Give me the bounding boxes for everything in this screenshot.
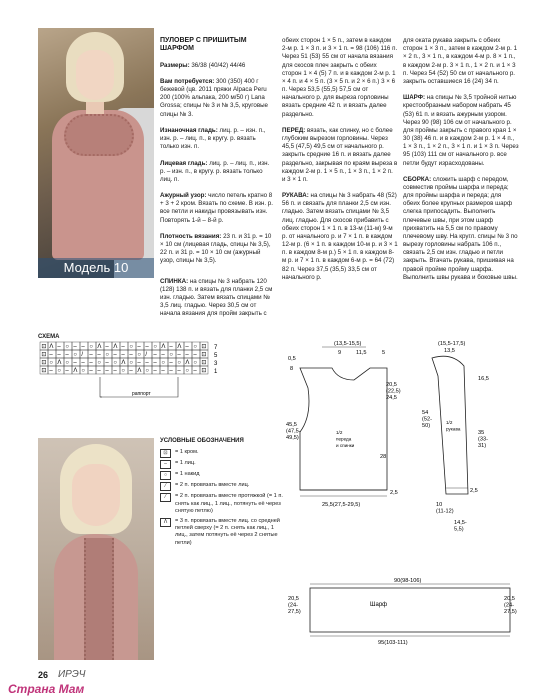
column-3: для оката рукава закрыть с обеих сторон 1 × 3 п., затем в каждом 2-м р. 1 × 2 п., 3 × 1 п., в каждом 4-м р. 8 × 1 п., в каждом 2-м р. 3 × 1 п., 1 × 2 п. и 1 × 3 п. Через 54 (52) 50 см от начального р. закрыть оставшиеся 16 (24) 34 п. ШАРФ: на спицы № 3,5 тройной нитью крестообразным набором набрать 45 (53) 61 п. и вязать ажурным узором. Через 90 (98) 106 см от начального р. для проймы закрыть с правого края 1 × 30 (38) 46 п. и в каждом 2-м р. 1 × 4 п., 1 × 3 п., 1 × 2 п., 3 × 1 п. и 1 × 3 п. Через 95 (103) 111 см от начального р. все петли будут израсходованы. СБОРКА: сложить шарф с передом, совместив проймы шарфа и переда; для проймы шарфа и переда; для обеих более крупных размеров шарф слегка припосадить. Выполнить плечевые швы, при этом шарф прихватить на 5,5 см по правому плечевому шву. На кругл. спицы № 3 по вырезу горловины набрать 106 п., связать 2,5 см изн. гладью и петли закрыть. Втачать рукава, пришивая на правой пройме пройму шарфа. Выполнить швы рукава и боковые швы.	[403, 37, 519, 281]
chart-symbol: ○	[129, 360, 134, 366]
chart-symbol: –	[49, 352, 53, 358]
chart-symbol: –	[73, 344, 77, 350]
chart-symbol: Λ	[49, 344, 54, 350]
chart-symbol: –	[137, 344, 141, 350]
pattern-schematics	[282, 336, 527, 656]
legend	[160, 438, 285, 549]
chart-symbol: ⊡	[41, 352, 47, 358]
sleeve-center-label: 1/2 рукава	[446, 420, 461, 432]
chart-symbol: ○	[185, 368, 190, 374]
site-watermark: Страна Мам	[8, 682, 85, 696]
legend-title: УСЛОВНЫЕ ОБОЗНАЧЕНИЯ	[160, 438, 244, 444]
chart-symbol: –	[145, 344, 149, 350]
sleeve-top: 13,5	[444, 348, 455, 354]
chart-symbol: –	[169, 368, 173, 374]
sleeve-cap: 16,5	[478, 376, 489, 382]
chart-symbol: –	[169, 344, 173, 350]
legend-item: ⁄ = 2 п. провязать вместе протяжкой (= 1 п. снять как лиц., 1 лиц., потянуть её через снятую петлю)	[160, 493, 285, 515]
chart-symbol: Λ	[177, 344, 182, 350]
chart-symbol: ⊡	[41, 360, 47, 366]
chart-symbol: ○	[65, 344, 70, 350]
scarf-schematic	[288, 578, 517, 646]
sleeve-schematic	[422, 341, 489, 533]
chart-repeat-label: раппорт	[132, 391, 151, 397]
legend-item: ○ = 1 накид	[160, 471, 285, 480]
chart-symbol: –	[105, 344, 109, 350]
chart-symbol: –	[185, 352, 189, 358]
chart-symbol: ○	[161, 360, 166, 366]
chart-symbol: ⊡	[201, 360, 207, 366]
chart-symbol: –	[113, 352, 117, 358]
chart-symbol: –	[57, 344, 61, 350]
chart-symbol: –	[161, 368, 165, 374]
sleeve-underarm: 35 (33-31)	[478, 430, 488, 449]
chart-symbol: ○	[65, 360, 70, 366]
chart-symbol: ○	[145, 368, 150, 374]
chart-symbol: –	[57, 352, 61, 358]
chart-symbol: Λ	[185, 360, 190, 366]
chart-row-7: 7	[214, 345, 218, 351]
chart-symbol: ○	[73, 352, 78, 358]
chart-symbol: –	[113, 368, 117, 374]
chart-symbol: –	[137, 360, 141, 366]
sleeve-length: 54 (52-50)	[422, 410, 432, 429]
chart-symbol: ○	[193, 344, 198, 350]
chart-symbol: ○	[169, 352, 174, 358]
chart-symbol: –	[121, 352, 125, 358]
chart-symbol: –	[153, 360, 157, 366]
chart-symbol: ○	[177, 360, 182, 366]
chart-row-1: 1	[214, 369, 218, 375]
chart-symbol: ○	[153, 344, 158, 350]
sleeve-top-width: (15,5-17,5)	[438, 341, 466, 347]
chart-symbol: –	[97, 368, 101, 374]
sleeve-bottom-2: 14,5-5,5)	[454, 520, 467, 533]
chart-symbol: –	[185, 344, 189, 350]
body-bottom-width: 25,5(27,5-29,5)	[322, 502, 361, 508]
chart-symbol: ○	[113, 360, 118, 366]
chart-symbol: –	[169, 360, 173, 366]
body-neck-depth: 8	[290, 366, 294, 372]
chart-symbol: ○	[193, 360, 198, 366]
legend-item: – = 1 лиц.	[160, 460, 285, 469]
chart-symbol: –	[153, 352, 157, 358]
column-1: ПУЛОВЕР С ПРИШИТЫМ ШАРФОМ Размеры: 36/38 (40/42) 44/46 Вам потребуется: 300 (350) 400 г бежевой (цв. 2011 пряжи Alpaca Peru 200 (100% альпака, 200 м/50 г) Lana Grossa; спицы № 3 и № 3,5, круговые спицы № 3. Изнаночная гладь: лиц. р. – изн. п., изн. р. – лиц. п., в кругу. р. вязать только изн. п. Лицевая гладь: лиц. р. – лиц. п., изн. р. – изн. п., в кругу. р. вязать только лиц. п. Ажурный узор: число петель кратно 8 + 3 + 2 кром. Вязать по схеме. В изн. р. все петли и накиды провязывать изн. Повторять 1-й – 8-й р. Плотность вязания: 23 п. и 31 р. = 10 × 10 см (лицевая гладь, спицы № 3,5), 22 п. и 31 р. = 10 × 10 см (ажурный узор, спицы № 3,5). СПИНКА: на спицы № 3 набрать 120 (128) 138 п. и вязать для планки 2,5 см изн. гладью. Затем вязать спицами № 3,5 лиц. гладью. Через 30,5 см от начала вязания для пройм закрыть с	[160, 29, 276, 327]
chart-symbol: –	[89, 368, 93, 374]
scarf-right-height: 20,5 (24-27,5)	[504, 596, 517, 615]
chart-symbol: –	[161, 352, 165, 358]
scarf-total: 95(103-111)	[378, 640, 408, 646]
sleeve-hem: 2,5	[470, 488, 478, 494]
chart-symbol: –	[129, 352, 133, 358]
chart-symbol: Λ	[121, 360, 126, 366]
scarf-left-height: 20,5 (24-27,5)	[288, 596, 301, 615]
chart-symbol: –	[129, 368, 133, 374]
scarf-label: Шарф	[370, 602, 388, 608]
legend-item: ⊡ = 1 кром.	[160, 449, 285, 458]
chart-symbol: –	[193, 352, 197, 358]
chart-symbol: –	[145, 360, 149, 366]
chart-row-5: 5	[214, 353, 218, 359]
chart-row-3: 3	[214, 361, 218, 367]
chart-symbol: ⊡	[201, 344, 207, 350]
chart-symbol: ⊡	[201, 368, 207, 374]
chart-symbol: ○	[137, 352, 142, 358]
column-2: обеих сторон 1 × 5 п., затем в каждом 2-м р. 1 × 3 п. и 3 × 1 п. = 98 (106) 116 п. Через 51 (53) 55 см от начала вязания для скосов плеч закрыть с обеих сторон 1 × 4 (5) 7 п. и в каждом 2-м р. 1 × 4 п. и 4 × 5 п. (3 × 5 п. и 2 × 6 п.) 3 × 6 п. Через 53,5 (55,5) 57,5 см от начального р. для выреза горловины вязать средние 42 п. и вязать далее раздельно. ПЕРЕД: вязать, как спинку, но с более глубоким вырезом горловины. Через 45,5 (47,5) 49,5 см от начального р. закрыть средние 16 п. и вязать далее раздельно, закрывая по краям выреза в каждом 2-м р. 1 × 5 п., 1 × 3 п., 1 × 2 п. и 3 × 1 п. РУКАВА: на спицы № 3 набрать 48 (52) 56 п. и связать для планки 2,5 см изн. гладью. Затем вязать спицами № 3,5 лиц. гладью. Для скосов прибавить с обеих сторон 1 × 1 п. в 13-м (11-м) 9-м р. от начального р. и 7 × 1 п. в каждом 12-м р. (6 × 1 п. в каждом 10-м р. и 3 × 1 п. в каждом 8-м р.) 5 × 1 п. в каждом 8-м р. и 7 × 1 п. в каждом 6-м р. = 64 (72) 82 п. Через 37,5 (35,5) 33,5 см от начального р.	[282, 37, 398, 281]
chart-symbol: ○	[121, 368, 126, 374]
model-photo-bottom	[38, 438, 154, 660]
chart-symbol: ⊡	[41, 344, 47, 350]
chart-symbol: Λ	[161, 344, 166, 350]
magazine-name: ИРЭЧ	[58, 669, 86, 680]
chart-symbol: –	[105, 368, 109, 374]
chart-symbol: ⊡	[201, 352, 207, 358]
chart-symbol: –	[121, 344, 125, 350]
chart-symbol: –	[89, 360, 93, 366]
article-title: ПУЛОВЕР С ПРИШИТЫМ ШАРФОМ	[160, 37, 247, 53]
legend-item: ⁄ = 2 п. провязать вместе лиц.	[160, 482, 285, 491]
body-shoulder-slope: 5	[382, 350, 386, 356]
chart-symbol: –	[81, 360, 85, 366]
body-schematic	[286, 341, 401, 508]
model-label: Модель 10	[38, 258, 154, 278]
chart-symbol: –	[177, 368, 181, 374]
body-hem: 2,5	[390, 490, 398, 496]
chart-symbol: /	[145, 352, 148, 358]
chart-symbol: ○	[57, 368, 62, 374]
chart-symbol: ○	[129, 344, 134, 350]
body-armhole-depth: 20,5 (22,5) 24,5	[386, 382, 401, 401]
body-shoulder: 11,5	[356, 350, 367, 356]
scarf-length: 90(98-106)	[394, 578, 422, 584]
chart-symbol: ○	[105, 352, 110, 358]
chart-symbol: Λ	[57, 360, 62, 366]
chart-symbol: –	[97, 352, 101, 358]
chart-symbol: –	[49, 368, 53, 374]
chart-symbol: –	[65, 352, 69, 358]
chart-symbol: –	[193, 368, 197, 374]
chart-symbol: ⊡	[41, 368, 47, 374]
chart-symbol: ○	[81, 368, 86, 374]
chart-symbol: –	[73, 360, 77, 366]
body-top-left: 0,5	[288, 356, 296, 362]
page-number: 26	[38, 670, 49, 680]
sleeve-bottom: 10 (11-12)	[436, 502, 454, 515]
chart-symbol: –	[105, 360, 109, 366]
chart-symbol: /	[81, 352, 84, 358]
chart-symbol: –	[177, 352, 181, 358]
chart-symbol: ○	[89, 344, 94, 350]
chart-symbol: –	[153, 368, 157, 374]
body-neck-width: 9	[338, 350, 342, 356]
body-side-length: 28	[380, 454, 387, 460]
chart-symbol: Λ	[97, 344, 102, 350]
knitting-chart	[38, 341, 228, 421]
body-center-label: 1/2 переда и спинки	[336, 430, 355, 448]
chart-symbol: –	[81, 344, 85, 350]
body-total-length: 45,5 (47,5-49,5)	[286, 422, 301, 441]
chart-symbol: ○	[49, 360, 54, 366]
model-photo-top	[38, 28, 154, 278]
body-top-width: (13,5-15,5)	[334, 341, 362, 347]
chart-symbol: Λ	[73, 368, 78, 374]
chart-label: СХЕМА	[38, 334, 60, 340]
chart-symbol: –	[89, 352, 93, 358]
chart-symbol: ○	[97, 360, 102, 366]
legend-item: Λ = 3 п. провязать вместе лиц. со средней петлей сверху (= 2 п. снять как лиц., 1 лиц., затем потянуть её через 2 снятые петли)	[160, 518, 285, 548]
chart-symbol: Λ	[113, 344, 118, 350]
chart-symbol: Λ	[137, 368, 142, 374]
chart-symbol: –	[65, 368, 69, 374]
